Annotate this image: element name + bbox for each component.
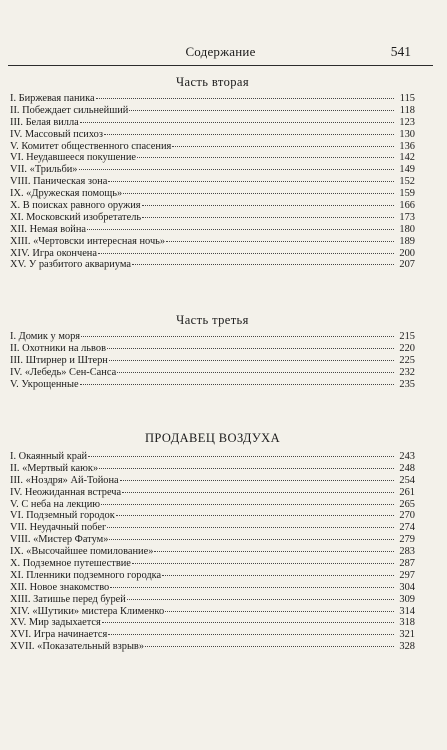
dot-leader <box>99 468 394 469</box>
toc-entry-page: 261 <box>399 486 415 498</box>
dot-leader <box>117 372 394 373</box>
toc-entry <box>10 141 415 153</box>
toc-entry-title: VI. Подземный городок <box>10 510 115 522</box>
toc-entry <box>10 188 415 200</box>
toc-entry-title: XIII. Затишье перед бурей <box>10 593 126 605</box>
toc-entry <box>10 463 415 475</box>
toc-entry-page: 314 <box>399 605 415 617</box>
toc-entry-title: XV. Мир задыхается <box>10 617 101 629</box>
toc-entry <box>10 355 415 367</box>
running-header <box>30 44 411 60</box>
toc-entry-page: 200 <box>399 247 415 259</box>
toc-entry-page: 304 <box>399 581 415 593</box>
toc-entry-title: I. Домик у моря <box>10 331 81 342</box>
toc-entry <box>10 367 415 379</box>
toc-entry-title: V. С неба на лекцию <box>10 498 101 510</box>
toc-entry <box>10 129 415 141</box>
toc-entry-title: XII. Новое знакомство <box>10 581 110 593</box>
dot-leader <box>142 217 394 218</box>
toc-entry <box>10 224 415 236</box>
toc-entry-title: III. «Ноздря» Ай-Тойона <box>10 474 119 486</box>
toc-entry-page: 265 <box>399 498 415 510</box>
toc-entry <box>10 379 415 391</box>
toc-entry-page: 274 <box>399 522 415 534</box>
toc-entry <box>10 93 415 105</box>
toc-entry <box>10 451 415 463</box>
toc-entry-page: 220 <box>399 342 415 354</box>
toc-entry-title: V. Укрощенные <box>10 378 79 390</box>
dot-leader <box>123 193 394 194</box>
dot-leader <box>88 456 394 457</box>
toc-entry-page: 118 <box>399 104 415 116</box>
toc-entry-page: 149 <box>399 164 415 176</box>
dot-leader <box>154 551 394 552</box>
toc-entry <box>10 259 415 271</box>
dot-leader <box>132 264 394 265</box>
header-page-number: 541 <box>390 44 411 59</box>
toc-entry-page: 215 <box>399 331 415 342</box>
dot-leader <box>166 241 394 242</box>
toc-entry-page: 166 <box>399 200 415 212</box>
toc-entry <box>10 200 415 212</box>
toc-entry-page: 130 <box>399 128 415 140</box>
toc-entry <box>10 248 415 260</box>
dot-leader <box>107 348 394 349</box>
toc-entry <box>10 117 415 129</box>
toc-entry-page: 321 <box>399 629 415 641</box>
toc-list <box>10 331 415 390</box>
toc-entry-page: 189 <box>399 235 415 247</box>
toc-entry-page: 235 <box>399 378 415 390</box>
toc-entry-title: XIII. «Чертовски интересная ночь» <box>10 235 166 247</box>
toc-entry <box>10 105 415 117</box>
toc-entry-title: X. Подземное путешествие <box>10 558 131 570</box>
toc-entry-title: I. Биржевая паника <box>10 93 95 104</box>
toc-entry-title: XII. Немая война <box>10 223 86 235</box>
dot-leader <box>80 384 394 385</box>
toc-entry-page: 297 <box>399 569 415 581</box>
toc-entry <box>10 558 415 570</box>
toc-entry-page: 318 <box>399 617 415 629</box>
toc-entry-page: 123 <box>399 116 415 128</box>
toc-entry-page: 287 <box>399 558 415 570</box>
section-title: ПРОДАВЕЦ ВОЗДУХА <box>144 431 281 445</box>
toc-entry-title: V. Комитет общественного спасения <box>10 140 172 152</box>
toc-entry <box>10 546 415 558</box>
dot-leader <box>122 492 394 493</box>
section-air-seller <box>10 427 415 653</box>
dot-leader <box>172 146 394 147</box>
toc-entry-page: 136 <box>399 140 415 152</box>
dot-leader <box>81 336 394 337</box>
dot-leader <box>127 599 394 600</box>
toc-entry-page: 207 <box>399 259 415 271</box>
section-part-three <box>10 309 415 390</box>
toc-entry <box>10 212 415 224</box>
toc-entry <box>10 236 415 248</box>
toc-entry-page: 254 <box>399 474 415 486</box>
toc-list <box>10 451 415 653</box>
toc-entry-page: 173 <box>399 211 415 223</box>
toc-entry <box>10 176 415 188</box>
toc-entry-page: 225 <box>399 354 415 366</box>
dot-leader <box>87 229 394 230</box>
toc-entry-page: 328 <box>399 641 415 653</box>
toc-entry-title: II. «Мертвый каюк» <box>10 462 99 474</box>
dot-leader <box>120 480 394 481</box>
toc-entry <box>10 510 415 522</box>
dot-leader <box>80 122 394 123</box>
toc-entry-title: II. Побеждает сильнейший <box>10 104 129 116</box>
toc-entry-title: IV. Неожиданная встреча <box>10 486 122 498</box>
toc-entry-page: 279 <box>399 534 415 546</box>
toc-entry-title: IX. «Высочайшее помилование» <box>10 546 154 558</box>
toc-entry-title: II. Охотники на львов <box>10 342 106 354</box>
dot-leader <box>165 611 394 612</box>
toc-entry <box>10 522 415 534</box>
toc-entry-title: IV. Массовый психоз <box>10 128 103 140</box>
toc-entry-page: 180 <box>399 223 415 235</box>
toc-entry-title: XVII. «Показательный взрыв» <box>10 641 145 653</box>
dot-leader <box>129 110 394 111</box>
toc-entry-page: 283 <box>399 546 415 558</box>
toc-entry-title: XI. Московский изобретатель <box>10 211 142 223</box>
toc-entry-page: 115 <box>399 93 415 104</box>
toc-entry-page: 159 <box>399 188 415 200</box>
toc-entry-title: XI. Пленники подземного городка <box>10 569 162 581</box>
dot-leader <box>79 169 395 170</box>
toc-entry <box>10 641 415 653</box>
toc-entry <box>10 629 415 641</box>
toc-entry-title: VI. Неудавшееся покушение <box>10 152 137 164</box>
toc-entry-title: XIV. Игра окончена <box>10 247 97 259</box>
toc-entry-page: 232 <box>399 366 415 378</box>
toc-entry-page: 309 <box>399 593 415 605</box>
toc-entry-page: 152 <box>399 176 415 188</box>
toc-entry-title: VIII. «Мистер Фатум» <box>10 534 109 546</box>
toc-entry-title: XIV. «Шутики» мистера Клименко <box>10 605 165 617</box>
dot-leader <box>98 253 394 254</box>
toc-entry-title: XV. У разбитого аквариума <box>10 259 131 271</box>
toc-entry <box>10 475 415 487</box>
dot-leader <box>107 527 394 528</box>
header-rule <box>8 65 433 66</box>
dot-leader <box>96 98 394 99</box>
section-title: Часть вторая <box>176 75 249 89</box>
dot-leader <box>162 575 394 576</box>
toc-entry-title: III. Белая вилла <box>10 116 79 128</box>
toc-entry-page: 248 <box>399 462 415 474</box>
toc-entry <box>10 499 415 511</box>
toc-entry-page: 142 <box>399 152 415 164</box>
header-title: Содержание <box>185 44 256 59</box>
toc-entry <box>10 152 415 164</box>
toc-list <box>10 93 415 271</box>
toc-entry <box>10 606 415 618</box>
dot-leader <box>116 515 394 516</box>
dot-leader <box>145 646 394 647</box>
dot-leader <box>132 563 394 564</box>
dot-leader <box>137 157 394 158</box>
dot-leader <box>102 622 394 623</box>
toc-entry <box>10 331 415 343</box>
toc-entry <box>10 617 415 629</box>
dot-leader <box>110 587 394 588</box>
toc-entry-title: III. Штирнер и Штерн <box>10 354 108 366</box>
toc-entry-title: VII. Неудачный побег <box>10 522 107 534</box>
dot-leader <box>142 205 394 206</box>
toc-entry <box>10 534 415 546</box>
toc-entry <box>10 582 415 594</box>
toc-entry-title: I. Окаянный край <box>10 451 88 462</box>
section-title: Часть третья <box>176 313 249 327</box>
dot-leader <box>109 539 394 540</box>
toc-entry-page: 270 <box>399 510 415 522</box>
dot-leader <box>104 134 394 135</box>
toc-entry-page: 243 <box>399 451 415 462</box>
toc-entry <box>10 570 415 582</box>
toc-entry-title: IV. «Лебедь» Сен-Санса <box>10 366 117 378</box>
toc-entry <box>10 487 415 499</box>
section-part-two <box>10 71 415 271</box>
toc-entry <box>10 164 415 176</box>
dot-leader <box>108 634 394 635</box>
toc-entry-title: XVI. Игра начинается <box>10 629 108 641</box>
toc-entry-title: VII. «Трильби» <box>10 164 78 176</box>
toc-entry-title: IX. «Дружеская помощь» <box>10 188 123 200</box>
dot-leader <box>108 181 394 182</box>
dot-leader <box>109 360 394 361</box>
toc-entry-title: X. В поисках равного оружия <box>10 200 141 212</box>
toc-entry <box>10 343 415 355</box>
toc-entry <box>10 594 415 606</box>
toc-entry-title: VIII. Паническая зона <box>10 176 108 188</box>
dot-leader <box>101 504 394 505</box>
